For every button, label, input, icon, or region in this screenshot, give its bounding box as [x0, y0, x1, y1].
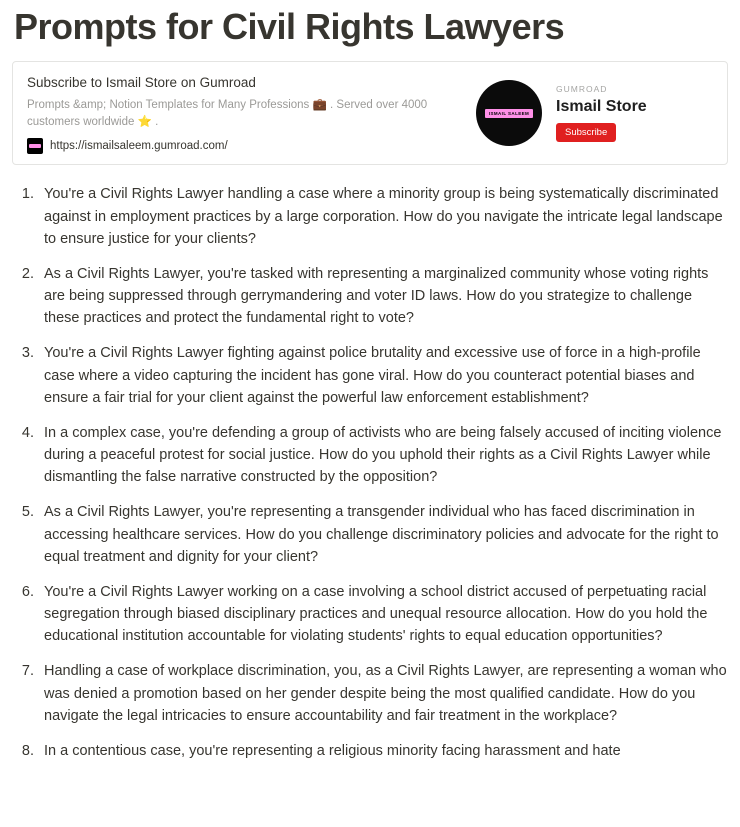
subscribe-button[interactable]: Subscribe: [556, 123, 616, 142]
bookmark-url-row: [27, 138, 456, 154]
bookmark-title: Subscribe to Ismail Store on Gumroad: [27, 75, 256, 91]
list-item: 3. You're a Civil Rights Lawyer fighting against police brutality and excessive use of force in a high-profile case where a video capturing the incident has gone viral. How do you counteract potential biases and ensure a fair trial for your client against the powerful law enforcement establishment?: [38, 342, 728, 409]
list-item: 7. Handling a case of workplace discrimination, you, as a Civil Rights Lawyer, are representing a woman who was denied a promotion based on her gender despite being the most qualified candidate. How do you navigate the legal intricacies to ensure accountability and fair treatment in the workplace?: [38, 660, 728, 727]
list-item: 5. As a Civil Rights Lawyer, you're representing a transgender individual who has faced discrimination in accessing healthcare services. How do you challenge discriminatory policies and advocate for the right to equal treatment and dignity for your client?: [38, 501, 728, 568]
store-logo-text: ISMAIL SALEEM: [485, 109, 533, 118]
list-item: 6. You're a Civil Rights Lawyer working on a case involving a school district accused of perpetuating racial segregation through biased disciplinary practices and unequal resource allocation. How do you hold the educational institution accountable for violating students' rights to equal education opportunities?: [38, 581, 728, 648]
page-title: Prompts for Civil Rights Lawyers: [14, 6, 565, 47]
list-item: 8. In a contentious case, you're representing a religious minority facing harassment and hate: [38, 740, 728, 762]
gumroad-favicon-icon: [27, 138, 43, 154]
document-page: [0, 6, 740, 762]
store-meta: [556, 84, 647, 142]
store-kicker: GUMROAD: [556, 84, 608, 95]
list-item: 2. As a Civil Rights Lawyer, you're tasked with representing a marginalized community whose voting rights are being suppressed through gerrymandering and voter ID laws. How do you strategize to challenge these practices and protect the fundamental right to vote?: [38, 263, 728, 330]
bookmark-store-panel: [470, 62, 727, 164]
store-logo-avatar: [476, 80, 542, 146]
bookmark-info: [13, 62, 470, 164]
bookmark-url[interactable]: https://ismailsaleem.gumroad.com/: [50, 140, 228, 153]
gumroad-bookmark-card[interactable]: [12, 61, 728, 165]
list-item: 4. In a complex case, you're defending a group of activists who are being falsely accused of inciting violence during a peaceful protest for social justice. How do you uphold their rights as a Civil Rights Lawyer while dismantling the false narrative constructed by the opposition?: [38, 422, 728, 489]
store-name: Ismail Store: [556, 98, 647, 116]
prompt-list: [12, 183, 728, 762]
list-item: 1. You're a Civil Rights Lawyer handling a case where a minority group is being systematically discriminated against in employment practices by a large corporation. How do you navigate the intricate legal landscape to ensure justice for your clients?: [38, 183, 728, 250]
bookmark-description: Prompts &amp; Notion Templates for Many Professions 💼 . Served over 4000 customers worldwide ⭐ .: [27, 98, 428, 128]
